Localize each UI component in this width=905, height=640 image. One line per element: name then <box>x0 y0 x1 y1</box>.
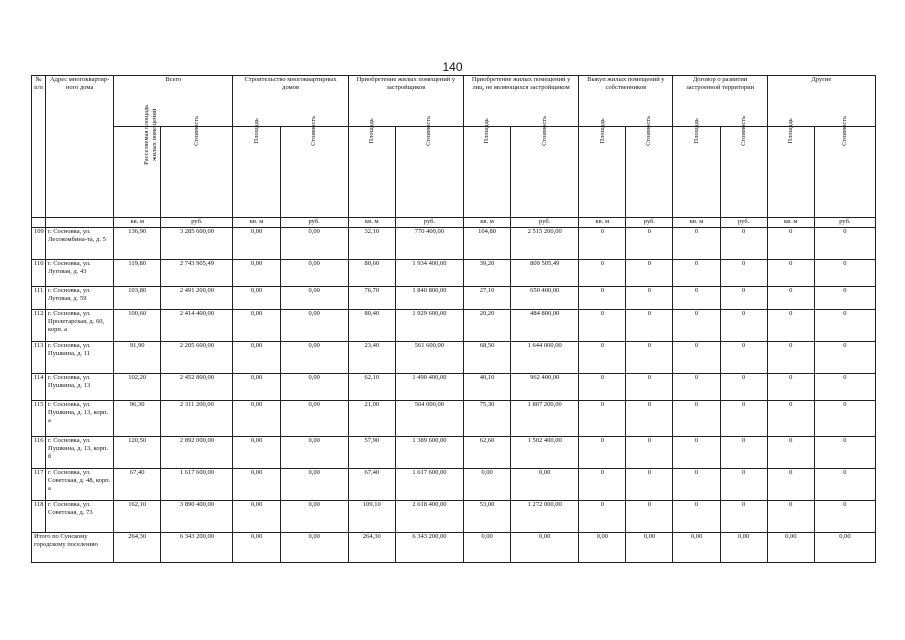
total-construction-area: 0,00 <box>233 533 280 563</box>
cell-other-cost: 0 <box>814 228 875 260</box>
cell-construction-cost: 0,00 <box>280 287 348 310</box>
cell-total-cost: 2 414 400,00 <box>161 310 233 342</box>
cell-developers-cost: 1 490 400,00 <box>395 374 463 401</box>
cell-other-area: 0 <box>767 228 814 260</box>
total-total-area: 264,30 <box>114 533 161 563</box>
cell-buyout-cost: 0 <box>626 501 673 533</box>
cell-agreement-area: 0 <box>673 260 720 287</box>
cell-non-developers-area: 68,50 <box>464 342 511 374</box>
unit-area: кв. м <box>767 218 814 228</box>
row-address: г. Сосновка, ул. Советская, д. 73 <box>46 501 114 533</box>
sub-header-cost: Стоимость <box>395 127 463 218</box>
table-body <box>32 228 876 563</box>
cell-other-area: 0 <box>767 501 814 533</box>
cell-buyout-area: 0 <box>579 310 626 342</box>
cell-other-cost: 0 <box>814 287 875 310</box>
cell-non-developers-cost: 962 400,00 <box>511 374 579 401</box>
cell-buyout-area: 0 <box>579 374 626 401</box>
cell-agreement-area: 0 <box>673 287 720 310</box>
table-row <box>32 287 876 310</box>
unit-cost: руб. <box>395 218 463 228</box>
row-address: г. Сосновка, ул. Пушкина, д. 11 <box>46 342 114 374</box>
header-group-buyout: Выкуп жилых помещений у собственников <box>579 76 673 127</box>
row-number: 112 <box>32 310 46 342</box>
cell-developers-cost: 1 389 600,00 <box>395 437 463 469</box>
unit-cost: руб. <box>720 218 767 228</box>
cell-total-area: 67,40 <box>114 469 161 501</box>
units-row <box>32 218 876 228</box>
cell-construction-area: 0,00 <box>233 401 280 437</box>
table-row <box>32 260 876 287</box>
total-developers-cost: 6 343 200,00 <box>395 533 463 563</box>
cell-buyout-cost: 0 <box>626 401 673 437</box>
cell-buyout-cost: 0 <box>626 287 673 310</box>
total-buyout-cost: 0,00 <box>626 533 673 563</box>
cell-developers-area: 76,70 <box>348 287 395 310</box>
cell-construction-cost: 0,00 <box>280 469 348 501</box>
cell-other-cost: 0 <box>814 401 875 437</box>
cell-agreement-area: 0 <box>673 228 720 260</box>
cell-total-area: 100,60 <box>114 310 161 342</box>
row-address: г. Сосновка, ул. Лесокомбина-та, д. 5 <box>46 228 114 260</box>
cell-buyout-cost: 0 <box>626 260 673 287</box>
cell-total-area: 120,50 <box>114 437 161 469</box>
cell-other-cost: 0 <box>814 260 875 287</box>
cell-agreement-cost: 0 <box>720 342 767 374</box>
cell-developers-area: 23,40 <box>348 342 395 374</box>
cell-developers-area: 57,90 <box>348 437 395 469</box>
header-address: Адрес многоквартир-ного дома <box>46 76 114 218</box>
cell-total-cost: 2 452 800,00 <box>161 374 233 401</box>
cell-other-cost: 0 <box>814 342 875 374</box>
cell-construction-area: 0,00 <box>233 260 280 287</box>
cell-construction-area: 0,00 <box>233 310 280 342</box>
cell-total-area: 136,90 <box>114 228 161 260</box>
sub-header-cost: Стоимость <box>161 127 233 218</box>
total-other-cost: 0,00 <box>814 533 875 563</box>
cell-non-developers-area: 104,80 <box>464 228 511 260</box>
cell-developers-area: 109,10 <box>348 501 395 533</box>
table-row <box>32 501 876 533</box>
cell-total-area: 102,20 <box>114 374 161 401</box>
cell-non-developers-area: 20,20 <box>464 310 511 342</box>
cell-other-cost: 0 <box>814 310 875 342</box>
table-row <box>32 437 876 469</box>
row-number: 114 <box>32 374 46 401</box>
unit-area: кв. м <box>114 218 161 228</box>
resettlement-table <box>31 75 876 563</box>
unit-area: кв. м <box>233 218 280 228</box>
cell-construction-cost: 0,00 <box>280 228 348 260</box>
header-group-total: Всего <box>114 76 233 127</box>
cell-construction-area: 0,00 <box>233 228 280 260</box>
cell-buyout-area: 0 <box>579 342 626 374</box>
unit-cost: руб. <box>280 218 348 228</box>
total-non-developers-area: 0,00 <box>464 533 511 563</box>
sub-header-area: Площадь <box>579 127 626 218</box>
cell-buyout-area: 0 <box>579 501 626 533</box>
cell-non-developers-area: 62,60 <box>464 437 511 469</box>
cell-developers-cost: 1 929 600,00 <box>395 310 463 342</box>
table-row <box>32 374 876 401</box>
row-address: г. Сосновка, ул. Советская, д. 48, корп. а <box>46 469 114 501</box>
cell-non-developers-area: 0,00 <box>464 469 511 501</box>
cell-total-area: 103,80 <box>114 287 161 310</box>
cell-buyout-cost: 0 <box>626 228 673 260</box>
sub-header-area: Площадь <box>348 127 395 218</box>
cell-construction-cost: 0,00 <box>280 437 348 469</box>
cell-non-developers-cost: 809 505,49 <box>511 260 579 287</box>
cell-agreement-cost: 0 <box>720 310 767 342</box>
cell-construction-cost: 0,00 <box>280 501 348 533</box>
cell-non-developers-area: 53,00 <box>464 501 511 533</box>
total-agreement-area: 0,00 <box>673 533 720 563</box>
cell-total-cost: 2 743 905,49 <box>161 260 233 287</box>
cell-developers-area: 67,40 <box>348 469 395 501</box>
cell-agreement-cost: 0 <box>720 287 767 310</box>
header-group-other: Другие <box>767 76 875 127</box>
cell-buyout-cost: 0 <box>626 469 673 501</box>
sub-header-area: Площадь <box>464 127 511 218</box>
header-group-development-agreement: Договор о развитии застроенной территории <box>673 76 767 127</box>
cell-agreement-cost: 0 <box>720 501 767 533</box>
cell-other-cost: 0 <box>814 469 875 501</box>
cell-non-developers-cost: 1 502 400,00 <box>511 437 579 469</box>
sub-header-total-area: Расселяемая площадь жилых помещений <box>114 127 161 218</box>
cell-developers-cost: 1 617 600,00 <box>395 469 463 501</box>
cell-buyout-area: 0 <box>579 228 626 260</box>
cell-non-developers-cost: 0,00 <box>511 469 579 501</box>
cell-agreement-area: 0 <box>673 437 720 469</box>
header-group-developers: Приобретение жилых помещений у застройщиков <box>348 76 463 127</box>
cell-agreement-cost: 0 <box>720 469 767 501</box>
total-label: Итого по Сунскому городскому поселению <box>32 533 114 563</box>
cell-developers-cost: 561 600,00 <box>395 342 463 374</box>
cell-construction-area: 0,00 <box>233 374 280 401</box>
cell-agreement-cost: 0 <box>720 374 767 401</box>
cell-non-developers-cost: 1 644 000,00 <box>511 342 579 374</box>
cell-construction-cost: 0,00 <box>280 260 348 287</box>
cell-agreement-area: 0 <box>673 401 720 437</box>
row-address: г. Сосновка, ул. Пушкина, д. 13, корп. б <box>46 437 114 469</box>
cell-non-developers-cost: 1 272 000,00 <box>511 501 579 533</box>
cell-non-developers-area: 75,30 <box>464 401 511 437</box>
cell-agreement-area: 0 <box>673 342 720 374</box>
table-row <box>32 469 876 501</box>
cell-agreement-area: 0 <box>673 374 720 401</box>
total-buyout-area: 0,00 <box>579 533 626 563</box>
cell-developers-cost: 504 000,00 <box>395 401 463 437</box>
cell-construction-cost: 0,00 <box>280 374 348 401</box>
row-number: 110 <box>32 260 46 287</box>
cell-non-developers-cost: 484 800,00 <box>511 310 579 342</box>
cell-total-cost: 2 311 200,00 <box>161 401 233 437</box>
row-number: 109 <box>32 228 46 260</box>
cell-other-cost: 0 <box>814 501 875 533</box>
unit-cost: руб. <box>511 218 579 228</box>
total-non-developers-cost: 0,00 <box>511 533 579 563</box>
sub-header-area: Площадь <box>673 127 720 218</box>
row-number: 115 <box>32 401 46 437</box>
units-cell <box>32 218 46 228</box>
header-group-non-developers: Приобретение жилых помещений у лиц, не являющихся застройщиком <box>464 76 579 127</box>
cell-construction-area: 0,00 <box>233 469 280 501</box>
row-number: 113 <box>32 342 46 374</box>
total-total-cost: 6 343 200,00 <box>161 533 233 563</box>
sub-header-cost: Стоимость <box>511 127 579 218</box>
cell-buyout-cost: 0 <box>626 342 673 374</box>
total-construction-cost: 0,00 <box>280 533 348 563</box>
cell-buyout-area: 0 <box>579 287 626 310</box>
total-developers-area: 264,30 <box>348 533 395 563</box>
sub-header-cost: Стоимость <box>280 127 348 218</box>
unit-area: кв. м <box>348 218 395 228</box>
cell-non-developers-area: 39,20 <box>464 260 511 287</box>
cell-developers-area: 80,40 <box>348 310 395 342</box>
cell-non-developers-area: 27,10 <box>464 287 511 310</box>
header-row-subcolumns <box>32 127 876 218</box>
cell-developers-area: 62,10 <box>348 374 395 401</box>
cell-construction-cost: 0,00 <box>280 310 348 342</box>
cell-other-area: 0 <box>767 310 814 342</box>
cell-developers-cost: 770 400,00 <box>395 228 463 260</box>
cell-non-developers-area: 40,10 <box>464 374 511 401</box>
cell-developers-cost: 1 840 800,00 <box>395 287 463 310</box>
cell-other-area: 0 <box>767 287 814 310</box>
cell-non-developers-cost: 650 400,00 <box>511 287 579 310</box>
cell-agreement-area: 0 <box>673 501 720 533</box>
cell-agreement-area: 0 <box>673 469 720 501</box>
cell-construction-cost: 0,00 <box>280 342 348 374</box>
cell-agreement-area: 0 <box>673 310 720 342</box>
row-address: г. Сосновка, ул. Пушкина, д. 13 <box>46 374 114 401</box>
cell-total-cost: 1 617 600,00 <box>161 469 233 501</box>
row-address: г. Сосновка, ул. Луговая, д. 59 <box>46 287 114 310</box>
cell-total-area: 162,10 <box>114 501 161 533</box>
cell-construction-cost: 0,00 <box>280 401 348 437</box>
total-other-area: 0,00 <box>767 533 814 563</box>
cell-developers-cost: 1 934 400,00 <box>395 260 463 287</box>
row-number: 118 <box>32 501 46 533</box>
table-row <box>32 228 876 260</box>
cell-total-area: 91,90 <box>114 342 161 374</box>
cell-non-developers-cost: 1 807 200,00 <box>511 401 579 437</box>
cell-other-area: 0 <box>767 374 814 401</box>
cell-other-area: 0 <box>767 469 814 501</box>
cell-developers-cost: 2 618 400,00 <box>395 501 463 533</box>
unit-cost: руб. <box>161 218 233 228</box>
row-address: г. Сосновка, ул. Пролетарская, д. 60, корп. а <box>46 310 114 342</box>
row-number: 117 <box>32 469 46 501</box>
header-no: № п/п <box>32 76 46 218</box>
cell-total-cost: 3 890 400,00 <box>161 501 233 533</box>
cell-total-area: 119,80 <box>114 260 161 287</box>
cell-agreement-cost: 0 <box>720 437 767 469</box>
cell-construction-area: 0,00 <box>233 501 280 533</box>
sub-header-cost: Стоимость <box>814 127 875 218</box>
row-address: г. Сосновка, ул. Пушкина, д. 13, корп. а <box>46 401 114 437</box>
table-row <box>32 401 876 437</box>
sub-header-cost: Стоимость <box>626 127 673 218</box>
cell-other-area: 0 <box>767 401 814 437</box>
cell-buyout-area: 0 <box>579 437 626 469</box>
total-row <box>32 533 876 563</box>
cell-buyout-cost: 0 <box>626 374 673 401</box>
page-number: 140 <box>442 60 463 74</box>
cell-other-area: 0 <box>767 342 814 374</box>
table-row <box>32 342 876 374</box>
cell-other-area: 0 <box>767 260 814 287</box>
unit-area: кв. м <box>673 218 720 228</box>
cell-other-cost: 0 <box>814 374 875 401</box>
cell-other-cost: 0 <box>814 437 875 469</box>
sub-header-area: Площадь <box>767 127 814 218</box>
row-number: 116 <box>32 437 46 469</box>
header-group-construction: Строительство многоквартирных домов <box>233 76 348 127</box>
cell-construction-area: 0,00 <box>233 342 280 374</box>
cell-total-cost: 3 285 600,00 <box>161 228 233 260</box>
cell-buyout-area: 0 <box>579 260 626 287</box>
unit-cost: руб. <box>626 218 673 228</box>
unit-area: кв. м <box>464 218 511 228</box>
cell-total-cost: 2 205 600,00 <box>161 342 233 374</box>
cell-construction-area: 0,00 <box>233 437 280 469</box>
row-number: 111 <box>32 287 46 310</box>
total-agreement-cost: 0,00 <box>720 533 767 563</box>
cell-buyout-area: 0 <box>579 401 626 437</box>
cell-agreement-cost: 0 <box>720 401 767 437</box>
cell-total-area: 96,30 <box>114 401 161 437</box>
cell-buyout-cost: 0 <box>626 310 673 342</box>
cell-total-cost: 2 892 000,00 <box>161 437 233 469</box>
cell-total-cost: 2 491 200,00 <box>161 287 233 310</box>
cell-developers-area: 80,60 <box>348 260 395 287</box>
cell-agreement-cost: 0 <box>720 228 767 260</box>
cell-developers-area: 32,10 <box>348 228 395 260</box>
units-cell <box>46 218 114 228</box>
cell-developers-area: 21,00 <box>348 401 395 437</box>
sub-header-cost: Стоимость <box>720 127 767 218</box>
table-row <box>32 310 876 342</box>
cell-non-developers-cost: 2 515 200,00 <box>511 228 579 260</box>
sub-header-area: Площадь <box>233 127 280 218</box>
cell-construction-area: 0,00 <box>233 287 280 310</box>
cell-agreement-cost: 0 <box>720 260 767 287</box>
row-address: г. Сосновка, ул. Луговая, д. 43 <box>46 260 114 287</box>
unit-cost: руб. <box>814 218 875 228</box>
cell-other-area: 0 <box>767 437 814 469</box>
cell-buyout-area: 0 <box>579 469 626 501</box>
cell-buyout-cost: 0 <box>626 437 673 469</box>
unit-area: кв. м <box>579 218 626 228</box>
